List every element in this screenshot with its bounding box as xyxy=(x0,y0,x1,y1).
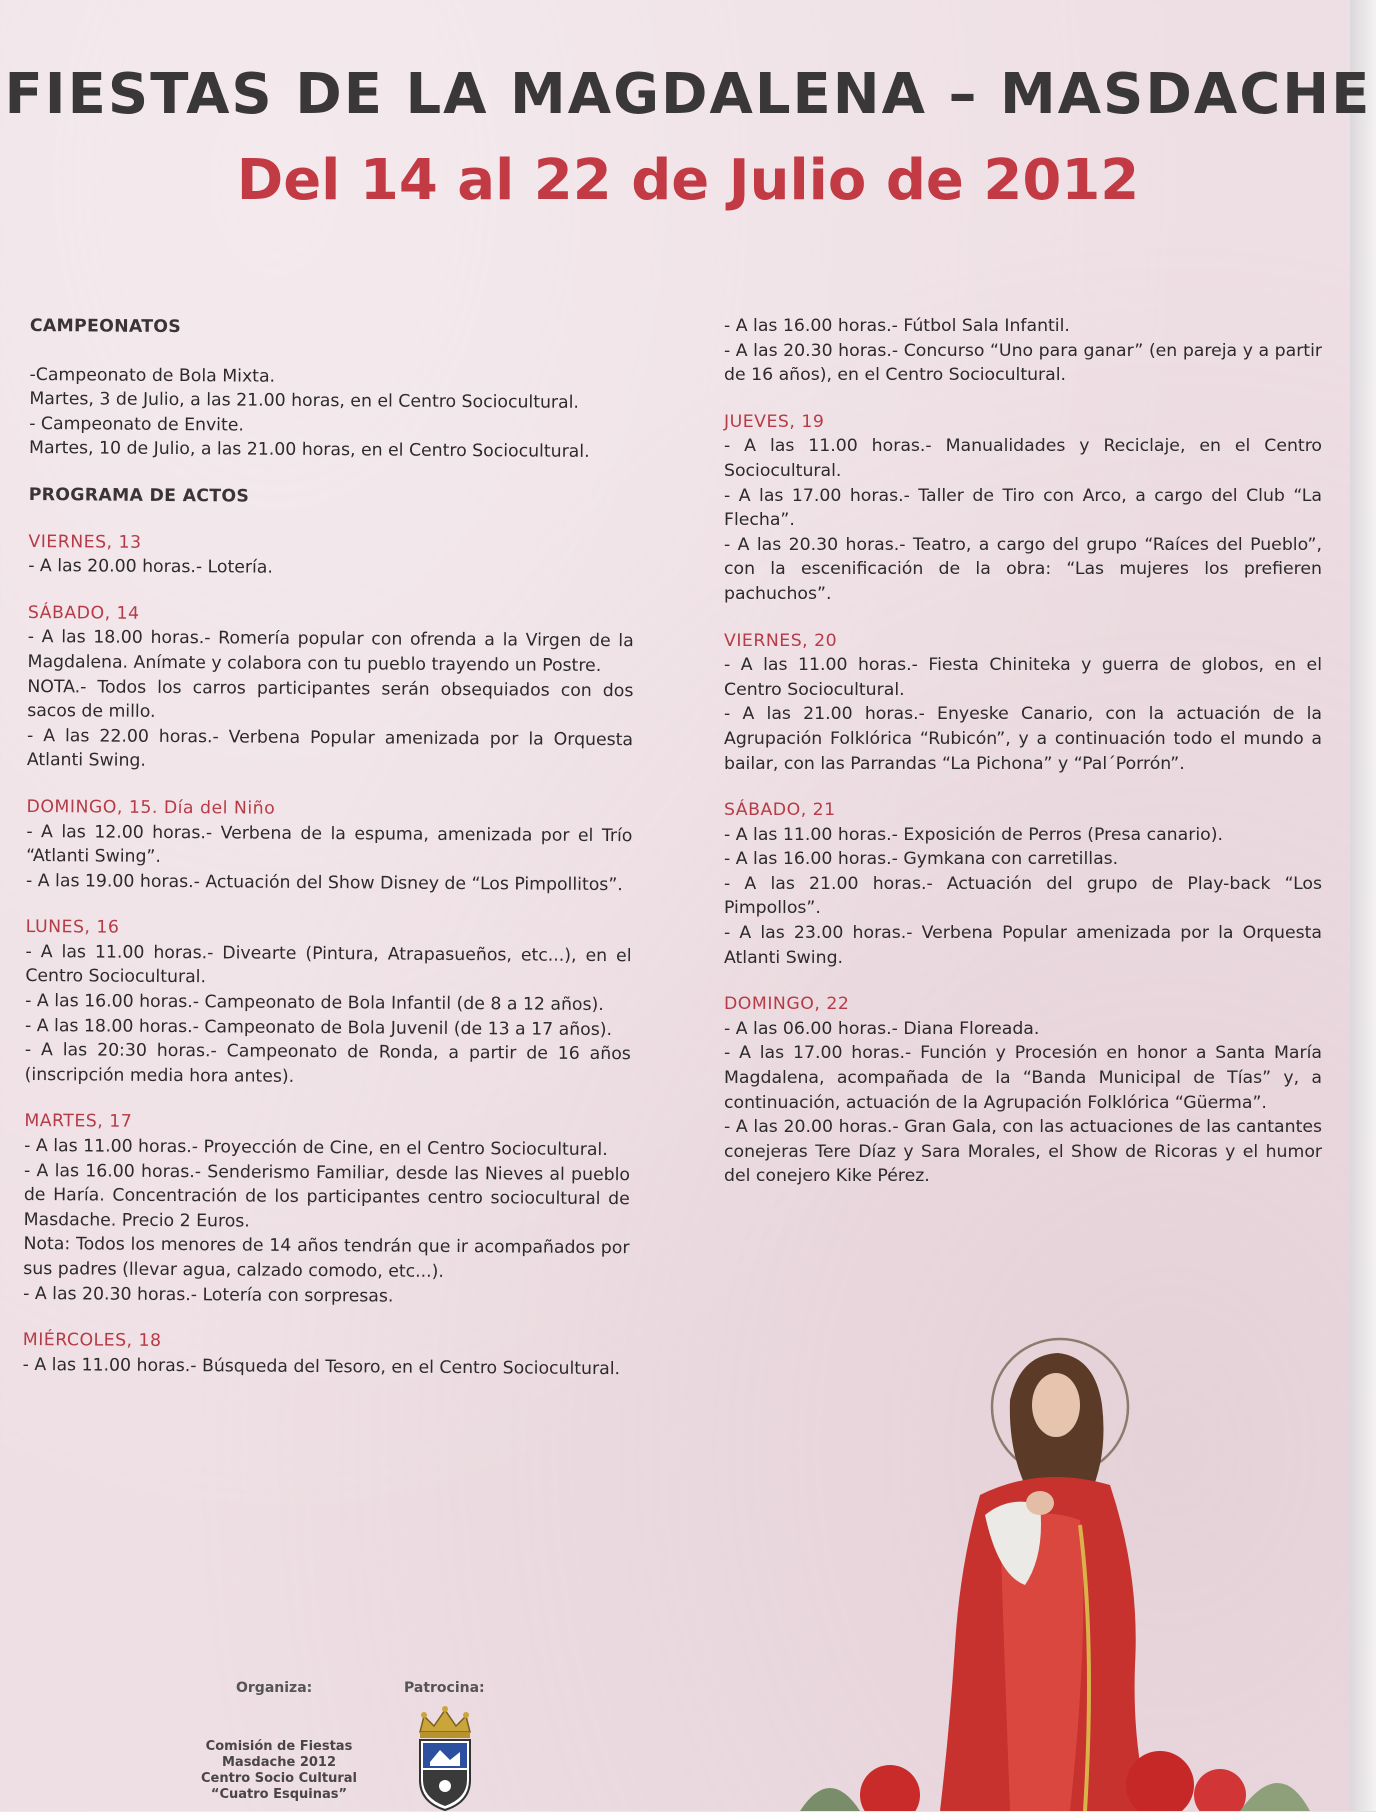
program-entry: - A las 12.00 horas.- Verbena de la espuma, amenizada por el Trío “Atlanti Swing”. xyxy=(26,821,633,868)
organizer-line: Centro Socio Cultural xyxy=(201,1771,357,1786)
program-entry: - Campeonato de Envite. xyxy=(29,413,244,436)
section-heading-programa-de-actos: PROGRAMA DE ACTOS xyxy=(28,484,250,507)
organizer-line: “Cuatro Esquinas” xyxy=(210,1787,348,1802)
section-heading-campeonatos: CAMPEONATOS xyxy=(29,315,182,338)
program-entry: -Campeonato de Bola Mixta. xyxy=(29,364,276,387)
program-entry: - A las 20:30 horas.- Campeonato de Ronda, a partir de 16 años (inscripción media hora antes). xyxy=(24,1040,631,1087)
program-entry: - A las 16.00 horas.- Gymkana con carretillas. xyxy=(724,849,1119,870)
program-entry: - A las 20.30 horas.- Concurso “Uno para ganar” (en pareja y a partir de 16 años), en el Centro Sociocultural. xyxy=(724,340,1322,386)
program-entry: - A las 17.00 horas.- Función y Procesión en honor a Santa María Magdalena, acompañada de la “Banda Municipal de Tías” y, a continuación, actuación de la Agrupación Folklórica “Güerma”. xyxy=(724,1043,1322,1113)
program-entry: - A las 16.00 horas.- Fútbol Sala Infantil. xyxy=(724,316,1070,336)
municipal-crest-icon xyxy=(410,1702,480,1812)
organizer-line: Masdache 2012 xyxy=(221,1755,336,1770)
section-heading-viernes-20: VIERNES, 20 xyxy=(724,630,838,651)
program-left-column xyxy=(23,314,636,1382)
program-entry: - A las 11.00 horas.- Búsqueda del Tesoro, en el Centro Sociocultural. xyxy=(22,1354,621,1379)
program-section xyxy=(23,1109,630,1310)
program-section xyxy=(27,601,634,777)
program-entry: - A las 16.00 horas.- Senderismo Familiar, desde las Nieves al pueblo de Haría. Concentración de los participantes centro sociocultural de Masdache. Precio 2 Euros. xyxy=(23,1160,631,1232)
program-entry: - A las 11.00 horas.- Manualidades y Reciclaje, en el Centro Sociocultural. xyxy=(724,436,1322,481)
program-entry: - A las 11.00 horas.- Divearte (Pintura, Atrapasueños, etc...), en el Centro Sociocultural. xyxy=(25,941,632,988)
section-heading-domingo-15-dia-del-nino: DOMINGO, 15. Día del Niño xyxy=(26,796,276,819)
program-section xyxy=(724,410,1322,607)
program-entry: Nota: Todos los menores de 14 años tendrán que ir acompañados por sus padres (llevar agua, calzado comodo, etc...). xyxy=(23,1234,630,1282)
program-entry: - A las 11.00 horas.- Fiesta Chiniteka y guerra de globos, en el Centro Sociocultural. xyxy=(724,655,1322,700)
santa-maria-magdalena-image xyxy=(740,1325,1320,1811)
program-entry: - A las 16.00 horas.- Campeonato de Bola Infantil (de 8 a 12 años). xyxy=(25,991,604,1016)
program-section xyxy=(26,795,633,898)
program-entry: - A las 21.00 horas.- Actuación del grupo de Play-back “Los Pimpollos”. xyxy=(724,873,1322,919)
program-entry: - A las 20.30 horas.- Lotería con sorpresas. xyxy=(23,1283,394,1307)
program-entry: NOTA.- Todos los carros participantes serán obsequiados con dos sacos de millo. xyxy=(27,676,634,723)
program-section xyxy=(724,992,1322,1189)
section-heading-sabado-21: SÁBADO, 21 xyxy=(724,800,836,821)
section-heading-jueves-19: JUEVES, 19 xyxy=(724,411,825,432)
program-entry: - A las 22.00 horas.- Verbena Popular amenizada por la Orquesta Atlanti Swing. xyxy=(26,725,634,772)
program-section xyxy=(23,1328,629,1381)
program-section xyxy=(28,530,634,583)
program-entry: - A las 18.00 horas.- Romería popular con ofrenda a la Virgen de la Magdalena. Anímate y colabora con tu pueblo trayendo un Postre. xyxy=(27,627,634,676)
section-heading-martes-17: MARTES, 17 xyxy=(24,1111,133,1133)
program-entry: Martes, 10 de Julio, a las 21.00 horas, en el Centro Sociocultural. xyxy=(28,438,590,463)
program-section xyxy=(724,314,1322,388)
patrocina-label: Patrocina: xyxy=(404,1680,485,1696)
section-heading-lunes-16: LUNES, 16 xyxy=(25,917,120,938)
program-entry: - A las 20.30 horas.- Teatro, a cargo del grupo “Raíces del Pueblo”, con la escenificación de la obra: “Las mujeres los prefieren pachuchos”. xyxy=(724,534,1322,604)
program-section xyxy=(29,314,636,465)
program-section xyxy=(724,798,1322,970)
program-section xyxy=(25,915,632,1091)
program-entry: - A las 11.00 horas.- Exposición de Perros (Presa canario). xyxy=(724,824,1223,845)
program-entry: - A las 19.00 horas.- Actuación del Show Disney de “Los Pimpollitos”. xyxy=(25,870,623,895)
poster-title: FIESTAS DE LA MAGDALENA – MASDACHE xyxy=(4,62,1372,127)
program-entry: - A las 17.00 horas.- Taller de Tiro con Arco, a cargo del Club “La Flecha”. xyxy=(724,485,1322,531)
program-entry: - A las 18.00 horas.- Campeonato de Bola Juvenil (de 13 a 17 años). xyxy=(24,1015,613,1040)
section-heading-viernes-13: VIERNES, 13 xyxy=(28,531,142,553)
program-entry: Martes, 3 de Julio, a las 21.00 horas, en el Centro Sociocultural. xyxy=(29,389,580,414)
program-entry: - A las 21.00 horas.- Enyeske Canario, con la actuación de la Agrupación Folklórica “Rubicón”, y a continuación todo el mundo a bailar, con las Parrandas “La Pichona” y “Pal´Porrón”. xyxy=(724,704,1322,774)
program-entry: - A las 06.00 horas.- Diana Floreada. xyxy=(724,1018,1040,1039)
program-right-column xyxy=(724,314,1322,1189)
program-entry: - A las 20.00 horas.- Lotería. xyxy=(28,556,273,578)
program-entry: - A las 11.00 horas.- Proyección de Cine, en el Centro Sociocultural. xyxy=(24,1136,608,1161)
program-section xyxy=(29,483,635,512)
section-heading-miercoles-18: MIÉRCOLES, 18 xyxy=(22,1330,162,1352)
program-section xyxy=(724,629,1322,777)
organizer-text xyxy=(186,1739,372,1803)
program-entry: - A las 23.00 horas.- Verbena Popular amenizada por la Orquesta Atlanti Swing. xyxy=(724,923,1322,968)
program-entry: - A las 20.00 horas.- Gran Gala, con las actuaciones de las cantantes conejeras Tere Díaz y Sara Morales, el Show de Ricoras y el humor del conejero Kike Pérez. xyxy=(724,1117,1322,1187)
organizer-line: Comisión de Fiestas xyxy=(205,1739,353,1754)
page-edge-strip xyxy=(1350,0,1376,1811)
poster-dates: Del 14 al 22 de Julio de 2012 xyxy=(236,148,1140,213)
organiza-label: Organiza: xyxy=(236,1680,313,1696)
section-heading-domingo-22: DOMINGO, 22 xyxy=(724,994,850,1015)
section-heading-sabado-14: SÁBADO, 14 xyxy=(27,602,140,624)
